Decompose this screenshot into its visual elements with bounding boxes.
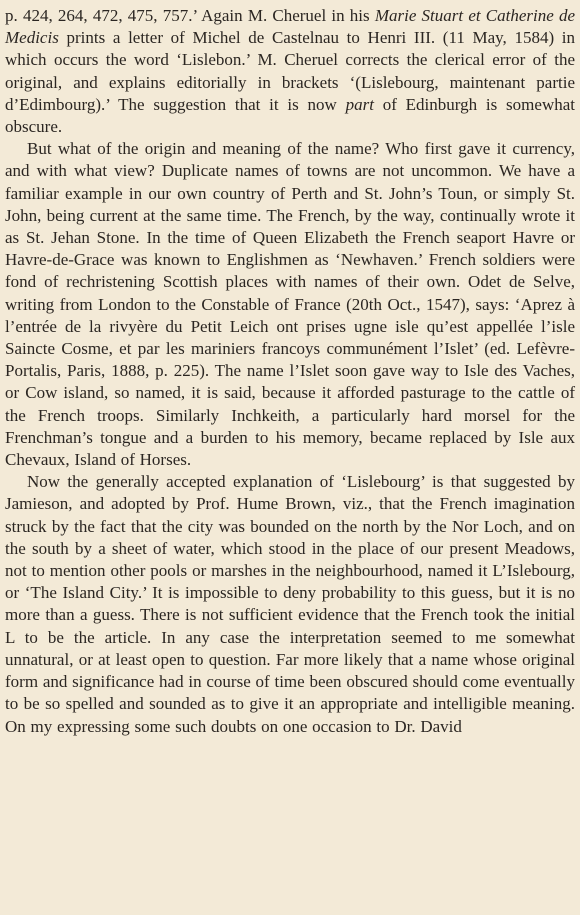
emphasis-part: part bbox=[345, 94, 374, 114]
paragraph-2-text: But what of the origin and meaning of the name? Who first gave it currency, and with what view? Duplicate names of towns are not uncommon. We have a familiar example in our own country of Perth and St. John’s Toun, or simply St. John, being current at the same time. The French, by the way, continually wrote it as St. Jehan Stone. In the time of Queen Elizabeth the French seaport Havre or Havre-de-Grace was known to Englishmen as ‘Newhaven.’ French soldiers were fond of rechristening Scottish places with names of their own. Odet de Selve, writing from London to the Constable of France (20th Oct., 1547), says: ‘Aprez à l’entrée de la rivyère du Petit Leich ont prises ugne isle qu’est appellée l’isle Saincte Cosme, et par les mariniers francoys communément l’Islet’ (ed. Lefèvre-Portalis, Paris, 1888, p. 225). The name l’Islet soon gave way to Isle des Vaches, or Cow island, so named, it is said, because it afforded pasturage to the cattle of the French troops. Similarly Inchkeith, a particularly hard morsel for the Frenchman’s tongue and a burden to his memory, became replaced by Isle aux Chevaux, Island of Horses. bbox=[5, 139, 575, 470]
paragraph-1 bbox=[5, 5, 575, 138]
paragraph-2 bbox=[5, 138, 575, 471]
book-title-marie-stuart: Marie Stuart et Catherine de Medicis bbox=[5, 6, 575, 48]
paragraph-3-text: Now the generally accepted explanation of ‘Lislebourg’ is that suggested by Jamieson, and adopted by Prof. Hume Brown, viz., that the French imagination struck by the fact that the city was bounded on the north by the Nor Loch, and on the south by a sheet of water, which stood in the place of our present Meadows, not to mention other pools or marshes in the neighbourhood, named it L’Islebourg, or ‘The Island City.’ It is impossible to deny probability to this guess, but it is no more than a guess. There is not sufficient evidence that the French took the initial L to be the article. In any case the interpretation seemed to me somewhat unnatural, or at least open to question. Far more likely that a name whose original form and significance had in course of time been obscured should come eventually to be so spelled and sounded as to give it an appropriate and intelligible meaning. On my expressing some such doubts on one occasion to Dr. David bbox=[5, 472, 575, 736]
paragraph-1-text-2: prints a letter of Michel de Castelnau to Henri III. (11 May, 1584) in which occurs the word ‘Lislebon.’ M. Cheruel corrects the clerical error of the original, and explains editorially in brackets ‘(Lislebourg, maintenant partie d’Edimbourg).’ The suggestion that it is now bbox=[5, 28, 575, 114]
paragraph-3 bbox=[5, 471, 575, 737]
paragraph-1-text-1: p. 424, 264, 472, 475, 757.’ Again M. Cheruel in his bbox=[5, 6, 375, 25]
paragraph-1-text-3: of Edinburgh is somewhat obscure. bbox=[5, 94, 575, 137]
